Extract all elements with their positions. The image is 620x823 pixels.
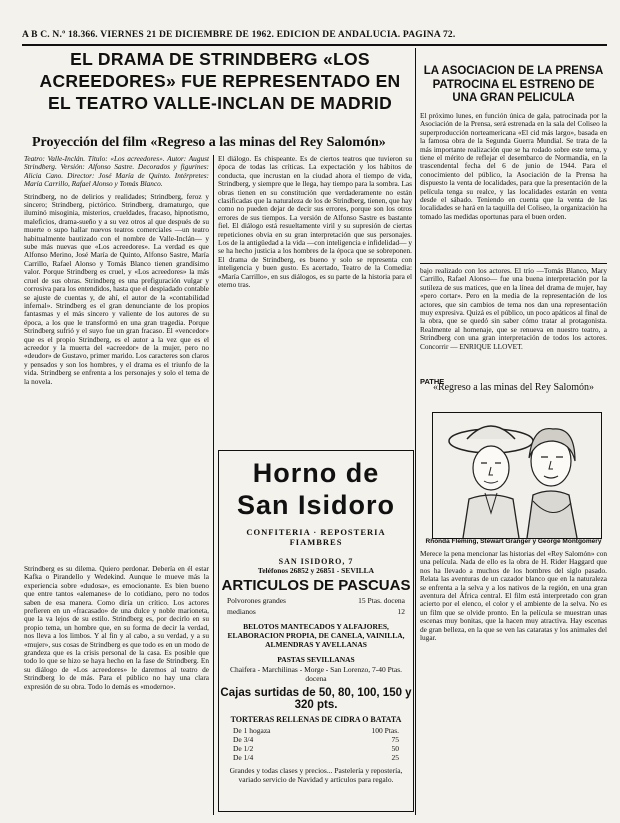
main-headline: EL DRAMA DE STRINDBERG «LOS ACREEDORES» FUE REPRESENTADO EN EL TEATRO VALLE-INCLAN DE MADRID <box>39 49 401 113</box>
photo-caption: Rhonda Fleming, Stewart Granger y George Montgomery <box>425 538 602 545</box>
table-row <box>231 744 401 753</box>
ad-price-row <box>227 596 405 605</box>
ad-name-line2: San Isidoro <box>236 490 396 520</box>
film-still-illustration <box>433 413 601 538</box>
right-text-3: Merece la pena mencionar las historias del «Rey Salomón» con una película. Nada de ello es la obra de H. Rider Haggard que nos ha llevado a muchos de los hombres del siglo pasado. Relata las aventuras de un cazador blanco que en la naturaleza se enfrenta a la selva y a los nativos de la región, en una gran aventura del África central. El film está interpretado con gran acierto por el elenco, el color y el ambiente de la selva. No es un film que se olvide pronto. En la película se muestran unas escenas muy bonitas, que la hacen muy atractiva. Hay escenas de gran belleza, en la que se ven las cataratas y los animales del lugar. <box>420 550 607 643</box>
ad-item-label: Polvorones grandes <box>227 596 286 605</box>
ad-item-price: 12 <box>397 607 405 616</box>
newspaper-page <box>22 30 607 815</box>
table-cell: 75 <box>391 735 399 744</box>
header-rule <box>22 44 607 46</box>
ad-name-line1: Horno de <box>252 458 380 488</box>
ad-specialties: BELOTOS MANTECADOS Y ALFAJORES, ELABORACION PROPIA, DE CANELA, VAINILLA, ALMENDRAS Y AVELLANAS <box>227 622 405 649</box>
theatre-credits: Teatro: Valle-Inclán. Título: «Los acreedores». Autor: August Strindberg. Versión: Alfonso Sastre. Decorados y figurines: Alicia Cano. Director: José María de Quinto. Intérpretes: María Carrillo, Rafael Alonso y Tomás Blanco. <box>24 155 209 189</box>
ad-headline: ARTICULOS DE PASCUAS <box>221 577 411 594</box>
right-column-top <box>420 112 607 262</box>
table-cell: De 1/4 <box>233 753 254 762</box>
ad-item-price: 15 Ptas. docena <box>358 596 405 605</box>
main-subtitle: Proyección del film «Regreso a las minas del Rey Salomón» <box>32 135 386 150</box>
ad-item-label: medianos <box>227 607 256 616</box>
ad-sevillanas: Chaifera - Marchilinas - Morge - San Lorenzo, 7-40 Ptas. docena <box>229 665 403 683</box>
ad-sevillanas-title: PASTAS SEVILLANAS <box>277 655 355 664</box>
film-title: «Regreso a las minas del Rey Salomón» <box>432 382 595 393</box>
table-cell: De 1/2 <box>233 744 254 753</box>
table-cell: De 1 hogaza <box>233 726 271 735</box>
right-text-1: El próximo lunes, en función única de gala, patrocinada por la Asociación de la Prensa, será estrenada en la sala del Coliseo la superproducción norteamericana «El cid más largo», basada en la famosa obra de la Segunda Guerra Mundial. Se trata de la más importante realización que se ha rodado sobre este tema, y tiene el mérito de reflejar el desembarco de Normandía, en la trascendental fecha del 6 de junio de 1944. Para el conocimiento del público, la Asociación de la Prensa ha dispuesto la venta de localidades, para que la presentación de la película tenga su realce, y las localidades estarán en venta desde el sábado. Teniendo en cuenta que la venta de las localidades se hará en la taquilla del Coliseo, la organización ha tomado las medidas oportunas para el buen orden. <box>420 112 607 221</box>
table-row <box>231 735 401 744</box>
right-text-2: bajo realizado con los actores. El trío —Tomás Blanco, Mary Carrillo, Rafael Alonso— fue una buena interpretación por la sutileza de sus matices, que en la línea del drama de mujer, hay «pero cortar». Pero en la media de la representación de los actores, que sin cambios de tema nos dan una representación muy expresiva. Quizá es el público, un poco apáticos al final de la obra, que se quedó sin saber cómo tratar al protagonista. Realmente al homenaje, que se renueva en nuestro teatro, a Strindberg con una gran interpretación de todos los actores. Concorrir — ENRIQUE LLOVET. <box>420 267 607 351</box>
cinema-label: PATHE <box>420 377 445 386</box>
ad-footer: Grandes y todas clases y precios... Pastelería y repostería, variado servicio de Navidad y artículos para regalo. <box>229 766 403 784</box>
right-column-bottom <box>420 550 607 815</box>
column-divider-left <box>213 155 214 815</box>
right-headline: LA ASOCIACION DE LA PRENSA PATROCINA EL ESTRENO DE UNA GRAN PELICULA <box>423 65 604 104</box>
ad-cajas: Cajas surtidas de 50, 80, 100, 150 y 320 pts. <box>220 687 412 711</box>
ad-tortas-title: TORTERAS RELLENAS DE CIDRA O BATATA <box>230 715 402 724</box>
ad-phones: Teléfonos 26852 y 26851 - SEVILLA <box>257 566 375 575</box>
main-column-1-lower <box>24 565 209 815</box>
column-divider-right <box>415 48 416 815</box>
main-text-col2: El diálogo. Es chispeante. Es de ciertos teatros que tuvieron su época de todas las críticas. La expectación y los hábitos de conducta, que incrustan en la ciudad ahora el tiempo de vida, Strindberg, y siempre que le llega, hay tiempo para la sombra. Las obras tienen en su constitución que verdaderamente no están clasificadas que la naturaleza de los de Strindberg, tienen, que hay como no pueden dejar de decir sus errores, porque son los otros errores de sus tiempos. La versión de Alfonso Sastre es bastante fiel. El diálogo está resueltamente viril y su supresión de ciertas repeticiones obvia en su gran interpretación que sus personajes. Los de la antigüedad a la vida —con inteligencia e infidelidad— y se ha hecho justicia a los hombres de la época que se sobreponen. El drama de Strindberg, es bueno y solo se representa con inteligencia y buen gusto. Es acertado, Teatro de la Comedia: «María Carrillo», en sus diálogos, es su parte de la historia para el eterno tras. <box>218 155 412 290</box>
ad-business-type: CONFITERIA · REPOSTERIA FIAMBRES <box>246 527 386 547</box>
main-column-2 <box>218 155 412 445</box>
table-cell: 25 <box>391 753 399 762</box>
table-cell: 50 <box>391 744 399 753</box>
table-row <box>231 726 401 735</box>
film-photo <box>432 412 602 539</box>
main-text-col1: Strindberg, no de delirios y realidades; Strindberg, feroz y sincero; Strindberg, pictórico. Strindberg, dramaturgo, que iluminó misoginia, misterios, crueldades, fracaso, hipnotismo, maleficios, drama-sueño y a su vez otros al que después de su muerte o supo hallar nuevos teatros comerciales —un teatro habitualmente bautizado con el nombre de Valle-Inclán— y sube más nuevas que «Los acreedores». La verdad es que Alfonso Merino, José María de Quinto, Alfonso Sastre, María Carrillo, Rafael Alonso y Tomás Blanco tienen grandísimo valor. Porque Strindberg es cruel, y «Los acreedores» la más cruel de sus obras. Strindberg es una prefiguración vulgar y corrosiva para los entendidos, hasta que el despiadado contable se ajuste de cuentas y, de ahí, el autor de la «contabilidad infernal». Strindberg es el gran denunciante de los propios fantasmas y el más sincero y valiente de los autores de su época, a los que le transformó en una gran tragedia. Porque Strindberg sufrió y el suyo fue un gran fracaso. El «vencedor» que es el propio Strindberg, es el autor a la vez que es el acreedor y la muerta del «acreedor» de la mujer, pero no «deudor» de Gustavo, primer marido. Los caracteres son claros y pensados y son los hombres, y el drama es el triunfo de la vida. Strindberg se enfrenta a los personajes y solo el tema de la novela. <box>24 191 209 386</box>
main-text-col3: Strindberg es su dilema. Quiero perdonar. Debería en él estar Kafka o Pirandello y Wedekind. Aunque le mueve más la experiencia sobre «dudosa», es emocionante. Es bien bueno que entre tantos «alemanes» de lo cotidiano, pero no todos saben de esa manera. Como diría un crítico. Los actores prefieren en un «fracasado» de una dulce y noble marioneta, que la va lejos de su estilo. Strindberg es, por decirlo en su propio tema, un hombre que, en su forma de decir la verdad, nos lleva a los limbos. Y al fin y al cabo, a su verdad, y a su «mujer», sus cosas de Strindberg es que todo es en un modo de grandeza que es la crisis personal de la casa. Es posible que todo lo que se hizo se haya hecho en la fase de Strindberg. En su diálogo de «Los acreedores» le daremos al teatro de Strindberg lo de más. Para el público no hay una clara expresión de su obra. Todo lo demás es «moderno». <box>24 565 209 691</box>
horno-san-isidoro-ad <box>218 450 414 812</box>
divider <box>420 263 607 264</box>
ad-address: SAN ISIDORO, 7 <box>278 557 354 566</box>
table-row <box>231 753 401 762</box>
ad-price-row <box>227 607 405 616</box>
right-column-mid <box>420 267 607 373</box>
page-header: A B C. N.º 18.366. VIERNES 21 DE DICIEMBRE DE 1962. EDICION DE ANDALUCIA. PAGINA 72. <box>22 30 456 40</box>
table-cell: 100 Ptas. <box>371 726 399 735</box>
ad-tortas-table <box>231 726 401 762</box>
table-cell: De 3/4 <box>233 735 254 744</box>
